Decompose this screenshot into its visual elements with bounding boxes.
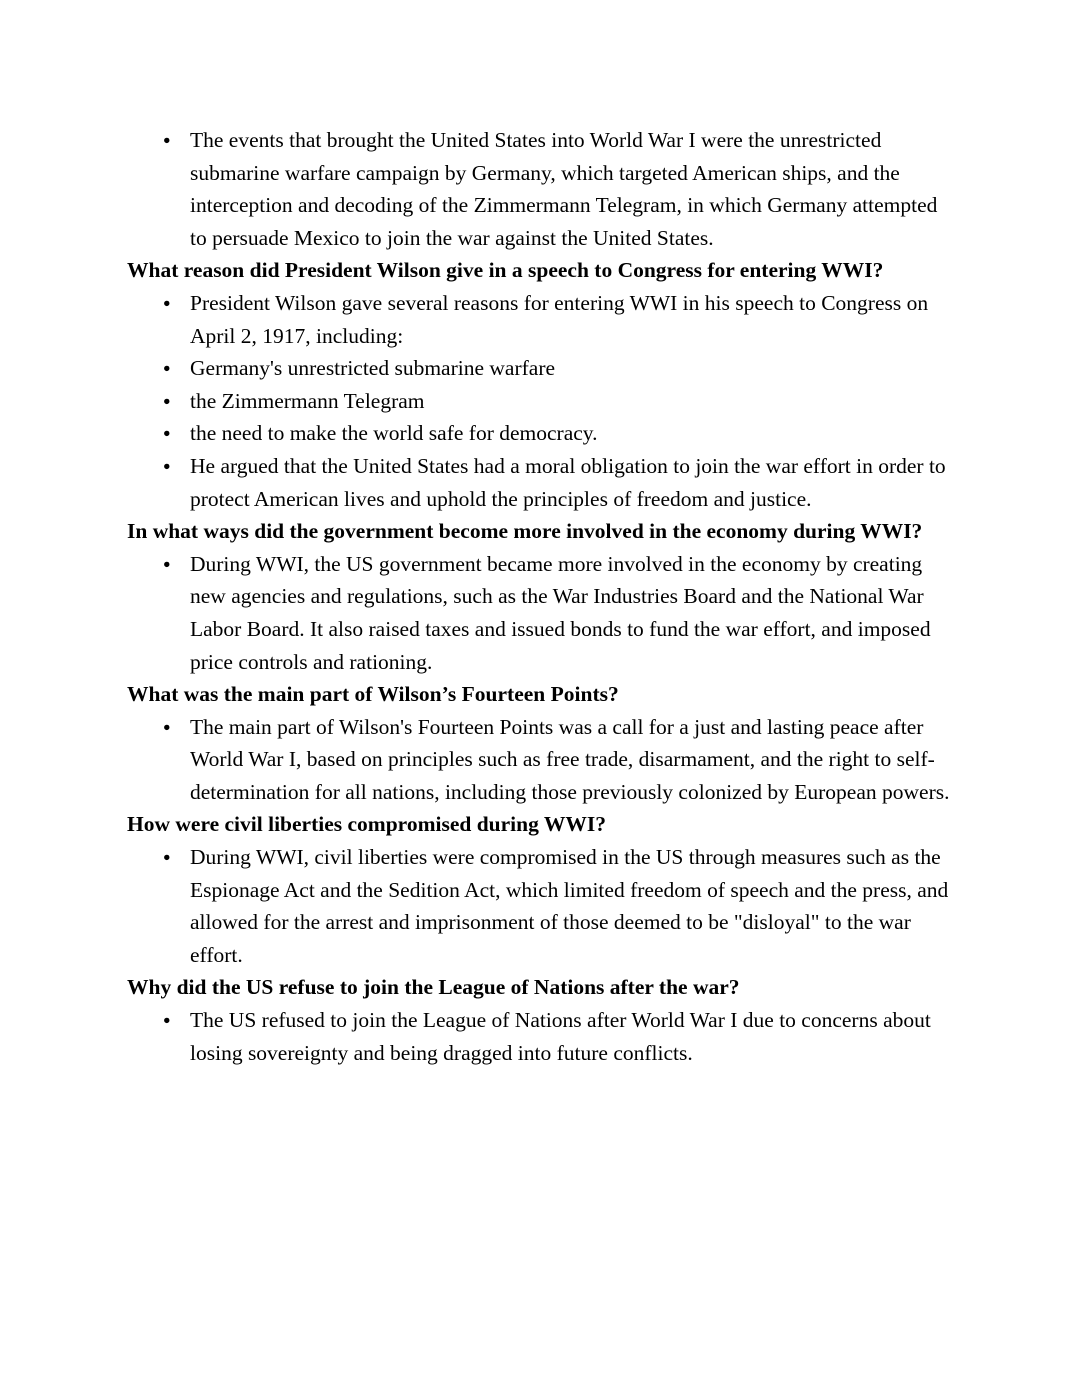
answer-bullet-text: During WWI, civil liberties were compromised in the US through measures such as the Espionage Act and the Sedition Act, which limited freedom of speech and the press, and allowed for the arrest and imprisonment of those deemed to be "disloyal" to the war effort. <box>190 845 949 967</box>
bullet-icon: ● <box>163 556 171 571</box>
answer-bullet-text: The main part of Wilson's Fourteen Points was a call for a just and lasting peace after World War I, based on principles such as free trade, disarmament, and the right to self-determination for all nations, including those previously colonized by European powers. <box>190 714 950 804</box>
bullet-icon: ● <box>163 719 171 734</box>
answer-bullet-item <box>127 841 951 971</box>
answer-bullet-item <box>127 711 951 809</box>
answer-bullet-item <box>127 352 951 385</box>
answer-bullet-text: He argued that the United States had a moral obligation to join the war effort in order to protect American lives and uphold the principles of freedom and justice. <box>190 453 946 511</box>
answer-bullet-text: the Zimmermann Telegram <box>190 388 425 413</box>
answer-bullet-text: The US refused to join the League of Nations after World War I due to concerns about losing sovereignty and being dragged into future conflicts. <box>190 1008 931 1065</box>
answer-bullet-text: During WWI, the US government became more involved in the economy by creating new agencies and regulations, such as the War Industries Board and the National War Labor Board. It also raised taxes and issued bonds to fund the war effort, and imposed price controls and rationing. <box>190 551 931 674</box>
answer-bullet-item <box>127 124 951 254</box>
bullet-icon: ● <box>163 133 171 147</box>
question-heading: What reason did President Wilson give in a speech to Congress for entering WWI? <box>127 258 884 283</box>
answer-bullet-text: The events that brought the United States into World War I were the unrestricted submarine warfare campaign by Germany, which targeted American ships, and the interception and decoding of the Zimmermann Telegram, in which Germany attempted to persuade Mexico to join the war against the United States. <box>190 128 938 250</box>
bullet-icon: ● <box>163 458 171 473</box>
answer-bullet-text: the need to make the world safe for democracy. <box>190 421 598 446</box>
bullet-icon: ● <box>163 850 171 865</box>
bullet-icon: ● <box>163 361 171 376</box>
bullet-icon: ● <box>163 295 171 310</box>
question-heading: How were civil liberties compromised during WWI? <box>127 812 606 837</box>
question-heading: What was the main part of Wilson’s Fourteen Points? <box>127 682 619 707</box>
bullet-icon: ● <box>163 426 171 441</box>
bullet-icon: ● <box>163 393 171 408</box>
question-heading: In what ways did the government become more involved in the economy during WWI? <box>127 519 923 544</box>
bullet-icon: ● <box>163 1013 171 1028</box>
question-heading: Why did the US refuse to join the League of Nations after the war? <box>127 975 740 1000</box>
answer-bullet-text: President Wilson gave several reasons for entering WWI in his speech to Congress on April 2, 1917, including: <box>190 290 929 348</box>
answer-bullet-item <box>127 417 951 450</box>
answer-bullet-item <box>127 385 951 418</box>
answer-bullet-item <box>127 548 951 678</box>
answer-bullet-item <box>127 287 951 352</box>
answer-bullet-text: Germany's unrestricted submarine warfare <box>190 356 556 381</box>
answer-bullet-item <box>127 450 951 515</box>
answer-bullet-item <box>127 1004 951 1069</box>
document-content <box>127 124 951 1069</box>
